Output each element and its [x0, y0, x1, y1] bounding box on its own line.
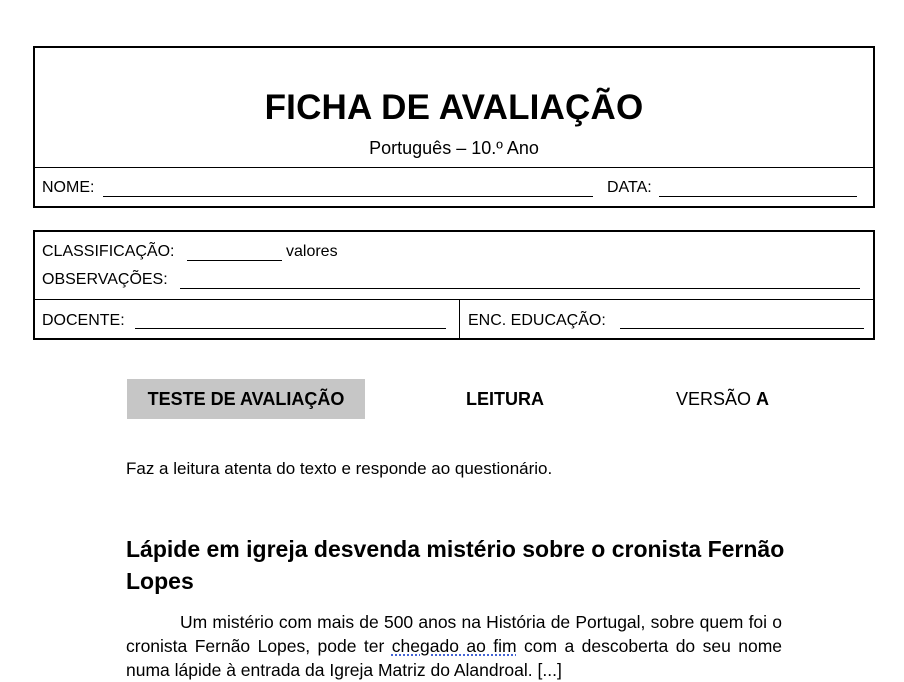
test-version-prefix: VERSÃO [676, 389, 752, 409]
article-body-underlined: chegado ao fim [391, 636, 517, 656]
article-body-part1: Um mistério com mais de 500 anos na História de Portugal, sobre quem foi o cronista Fernão Lopes, pode ter [126, 612, 782, 656]
guardian-label: ENC. EDUCAÇÃO: [468, 312, 606, 329]
observations-field[interactable] [180, 288, 860, 289]
evaluation-divider [35, 299, 873, 300]
header-divider [35, 167, 873, 168]
evaluation-box [33, 230, 875, 340]
test-info-row [0, 378, 904, 420]
test-version [676, 389, 769, 410]
date-field[interactable] [659, 196, 857, 197]
teacher-label: DOCENTE: [42, 312, 125, 329]
date-label: DATA: [607, 179, 652, 196]
article-body-part2: com a descoberta do seu nome numa lápide à entrada da Igreja Matriz do Alandroal. [...] [126, 636, 783, 680]
page-subtitle: Português – 10.º Ano [369, 138, 539, 158]
article-body [126, 610, 782, 682]
test-version-letter: A [756, 389, 770, 409]
classification-label: CLASSIFICAÇÃO: [42, 243, 175, 260]
article-title: Lápide em igreja desvenda mistério sobre o cronista Fernão Lopes [126, 536, 785, 594]
guardian-field[interactable] [620, 328, 864, 329]
observations-label: OBSERVAÇÕES: [42, 271, 168, 288]
name-label: NOME: [42, 179, 95, 196]
instruction-text: Faz a leitura atenta do texto e responde ao questionário. [126, 459, 553, 478]
classification-unit: valores [286, 243, 338, 260]
test-badge: TESTE DE AVALIAÇÃO [127, 379, 365, 419]
classification-field[interactable] [187, 260, 282, 261]
header-box [33, 46, 875, 208]
test-section: LEITURA [466, 389, 544, 409]
evaluation-column-divider [459, 300, 460, 338]
teacher-field[interactable] [135, 328, 446, 329]
page-title: FICHA DE AVALIAÇÃO [264, 88, 644, 127]
name-field[interactable] [103, 196, 593, 197]
